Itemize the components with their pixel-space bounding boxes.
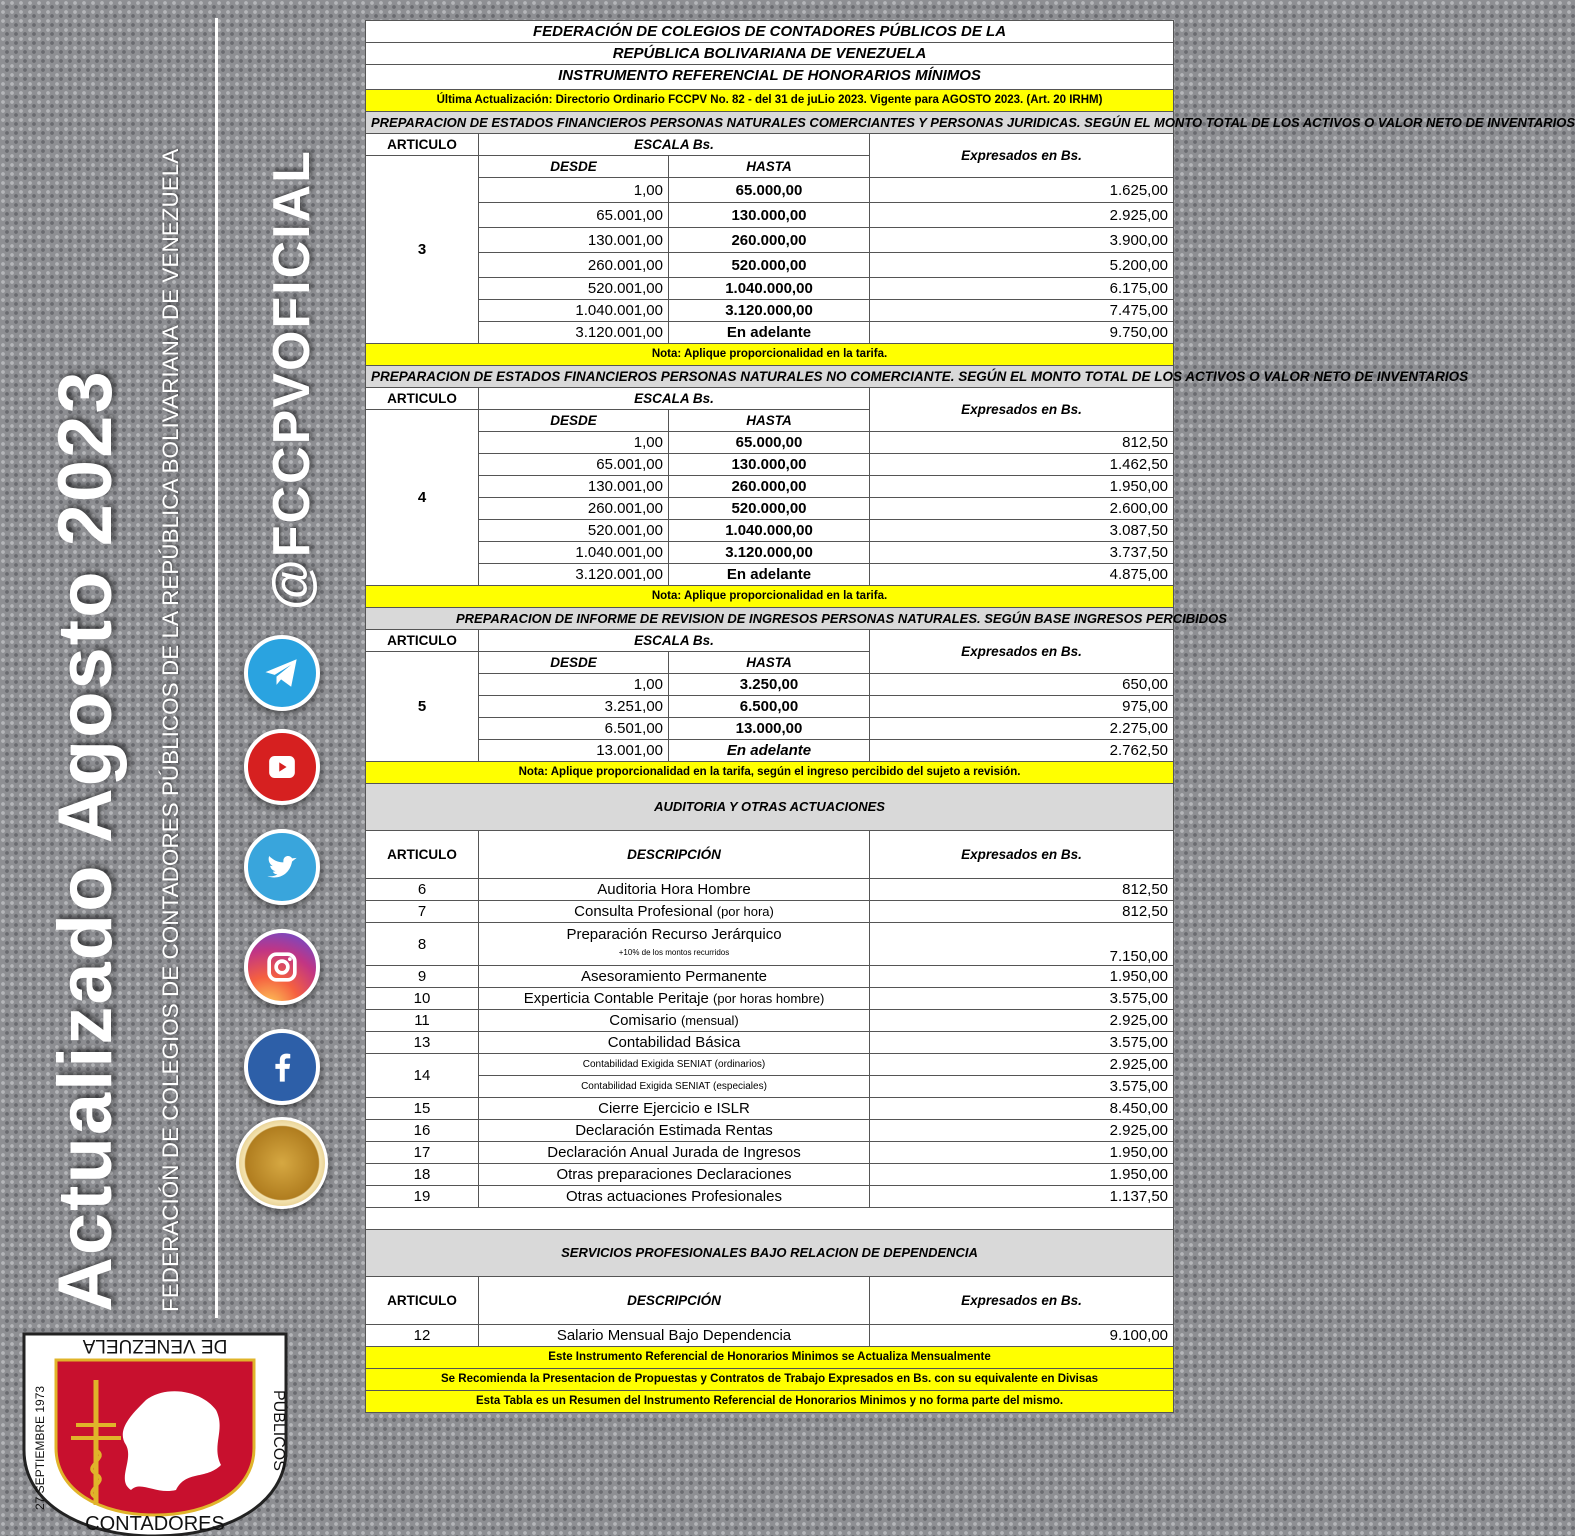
description-cell <box>479 1032 870 1054</box>
section-title-row <box>366 1230 1174 1277</box>
hasta-cell: 260.000,00 <box>669 228 870 253</box>
desde-cell: 3.120.001,00 <box>479 564 669 586</box>
footer-note-3: Esta Tabla es un Resumen del Instrumento Referencial de Honorarios Minimos y no forma parte del mismo. <box>366 1391 1174 1413</box>
description-text: Experticia Contable Peritaje <box>523 990 709 1007</box>
description-cell: Contabilidad Exigida SENIAT (especiales) <box>479 1076 870 1098</box>
spacer-cell <box>366 1208 1174 1230</box>
amount-cell: 5.200,00 <box>870 253 1174 278</box>
amount-cell: 1.950,00 <box>870 1142 1174 1164</box>
article-cell: 8 <box>366 923 479 966</box>
table-row <box>366 476 1174 498</box>
amount-cell: 3.575,00 <box>870 1032 1174 1054</box>
expresados-header: Expresados en Bs. <box>870 134 1174 178</box>
table-row <box>366 454 1174 476</box>
emblem-top-text: DE VENEZUELA <box>82 1335 228 1356</box>
header-line-2: REPÚBLICA BOLIVARIANA DE VENEZUELA <box>366 43 1174 65</box>
description-text: Preparación Recurso Jerárquico <box>566 926 782 943</box>
amount-cell: 3.575,00 <box>870 1076 1174 1098</box>
table-row <box>366 203 1174 228</box>
amount-cell: 975,00 <box>870 696 1174 718</box>
table-row <box>366 1010 1174 1032</box>
articulo-header: ARTICULO <box>366 134 479 156</box>
section-title-row <box>366 784 1174 831</box>
emblem-bottom-text: CONTADORES <box>85 1513 225 1535</box>
update-banner: Última Actualización: Directorio Ordinario FCCPV No. 82 - del 31 de juLio 2023. Vigente para AGOSTO 2023. (Art. 20 IRHM) <box>366 90 1174 112</box>
description-text: Declaración Estimada Rentas <box>575 1122 773 1139</box>
table-row <box>366 966 1174 988</box>
desde-cell: 260.001,00 <box>479 253 669 278</box>
desde-cell: 1,00 <box>479 178 669 203</box>
desde-cell: 3.120.001,00 <box>479 322 669 344</box>
amount-cell: 1.950,00 <box>870 966 1174 988</box>
instagram-icon[interactable] <box>244 929 320 1005</box>
desde-cell: 3.251,00 <box>479 696 669 718</box>
facebook-icon[interactable] <box>244 1029 320 1105</box>
note-row <box>366 344 1174 366</box>
description-cell <box>479 1186 870 1208</box>
description-note: (por horas hombre) <box>713 991 825 1006</box>
hasta-cell: 65.000,00 <box>669 432 870 454</box>
emblem-right-text: PÚBLICOS <box>270 1390 287 1471</box>
table-row <box>366 901 1174 923</box>
amount-cell: 2.600,00 <box>870 498 1174 520</box>
description-text: Otras preparaciones Declaraciones <box>556 1166 792 1183</box>
footer-row <box>366 1347 1174 1369</box>
table-row <box>366 228 1174 253</box>
twitter-icon[interactable] <box>244 829 320 905</box>
table-row <box>366 300 1174 322</box>
table-row <box>366 988 1174 1010</box>
table-row <box>366 253 1174 278</box>
column-header-row <box>366 134 1174 156</box>
amount-cell: 2.925,00 <box>870 1120 1174 1142</box>
vertical-title: Actualizado Agosto 2023 <box>43 369 128 1312</box>
hasta-cell: 13.000,00 <box>669 718 870 740</box>
hasta-cell: 3.120.000,00 <box>669 300 870 322</box>
update-banner-row <box>366 90 1174 112</box>
hasta-cell: 3.250,00 <box>669 674 870 696</box>
amount-cell: 1.462,50 <box>870 454 1174 476</box>
table-row <box>366 542 1174 564</box>
description-text: Cierre Ejercicio e ISLR <box>598 1100 750 1117</box>
escala-header: ESCALA Bs. <box>479 134 870 156</box>
desde-cell: 1,00 <box>479 674 669 696</box>
description-text: Contabilidad Básica <box>607 1034 741 1051</box>
hasta-cell: En adelante <box>669 322 870 344</box>
desde-cell: 65.001,00 <box>479 203 669 228</box>
amount-cell: 812,50 <box>870 879 1174 901</box>
table-row <box>366 1186 1174 1208</box>
dependency-title: SERVICIOS PROFESIONALES BAJO RELACION DE DEPENDENCIA <box>366 1230 1174 1277</box>
table-row <box>366 178 1174 203</box>
desde-header: DESDE <box>479 156 669 178</box>
article-cell: 10 <box>366 988 479 1010</box>
amount-cell: 9.100,00 <box>870 1325 1174 1347</box>
articulo-header: ARTICULO <box>366 831 479 879</box>
amount-cell: 2.762,50 <box>870 740 1174 762</box>
note-row <box>366 586 1174 608</box>
section-5-title: PREPARACION DE INFORME DE REVISION DE INGRESOS PERSONAS NATURALES. SEGÚN BASE INGRESOS PERCIBIDOS <box>366 608 1174 630</box>
column-header-row <box>366 831 1174 879</box>
description-text: Asesoramiento Permanente <box>581 968 767 985</box>
hasta-cell: 6.500,00 <box>669 696 870 718</box>
desde-cell: 520.001,00 <box>479 520 669 542</box>
federation-seal-icon <box>236 1117 328 1209</box>
escala-header: ESCALA Bs. <box>479 630 870 652</box>
section-title-row <box>366 608 1174 630</box>
table-row <box>366 1076 1174 1098</box>
section-3-note: Nota: Aplique proporcionalidad en la tarifa. <box>366 344 1174 366</box>
amount-cell: 650,00 <box>870 674 1174 696</box>
header-row <box>366 21 1174 43</box>
table-row <box>366 1325 1174 1347</box>
description-cell <box>479 1142 870 1164</box>
colegio-emblem-logo <box>16 1330 294 1536</box>
article-cell: 9 <box>366 966 479 988</box>
articulo-header: ARTICULO <box>366 388 479 410</box>
descripcion-header: DESCRIPCIÓN <box>479 1277 870 1325</box>
article-cell: 16 <box>366 1120 479 1142</box>
desde-cell: 65.001,00 <box>479 454 669 476</box>
amount-cell: 3.087,50 <box>870 520 1174 542</box>
article-cell: 15 <box>366 1098 479 1120</box>
table-row <box>366 923 1174 966</box>
telegram-icon[interactable] <box>244 635 320 711</box>
description-cell <box>479 1010 870 1032</box>
youtube-icon[interactable] <box>244 729 320 805</box>
hasta-cell: 1.040.000,00 <box>669 520 870 542</box>
table-row <box>366 1054 1174 1076</box>
hasta-cell: 1.040.000,00 <box>669 278 870 300</box>
table-row <box>366 432 1174 454</box>
table-row <box>366 322 1174 344</box>
article-number: 3 <box>366 156 479 344</box>
description-note: (mensual) <box>680 1013 739 1028</box>
table-row <box>366 740 1174 762</box>
article-cell: 11 <box>366 1010 479 1032</box>
footer-row <box>366 1391 1174 1413</box>
emblem-left-text: 27 SEPTIEMBRE 1973 <box>33 1385 47 1510</box>
amount-cell: 2.925,00 <box>870 1054 1174 1076</box>
descripcion-header: DESCRIPCIÓN <box>479 831 870 879</box>
vertical-divider <box>215 18 218 1318</box>
desde-cell: 520.001,00 <box>479 278 669 300</box>
description-text: Auditoria Hora Hombre <box>597 881 751 898</box>
description-cell <box>479 1164 870 1186</box>
amount-cell: 812,50 <box>870 901 1174 923</box>
expresados-header: Expresados en Bs. <box>870 388 1174 432</box>
amount-cell: 7.150,00 <box>870 923 1174 966</box>
article-cell: 12 <box>366 1325 479 1347</box>
table-row <box>366 696 1174 718</box>
table-row <box>366 498 1174 520</box>
amount-cell: 6.175,00 <box>870 278 1174 300</box>
hasta-cell: 130.000,00 <box>669 454 870 476</box>
hasta-cell: 260.000,00 <box>669 476 870 498</box>
desde-cell: 260.001,00 <box>479 498 669 520</box>
table-row <box>366 1098 1174 1120</box>
description-text: Consulta Profesional <box>574 903 713 920</box>
table-row <box>366 1032 1174 1054</box>
audit-title: AUDITORIA Y OTRAS ACTUACIONES <box>366 784 1174 831</box>
description-cell <box>479 1098 870 1120</box>
header-row <box>366 65 1174 90</box>
amount-cell: 1.950,00 <box>870 476 1174 498</box>
column-header-row <box>366 388 1174 410</box>
description-cell <box>479 1120 870 1142</box>
article-cell: 6 <box>366 879 479 901</box>
table-row <box>366 674 1174 696</box>
description-cell: Salario Mensual Bajo Dependencia <box>479 1325 870 1347</box>
header-line-1: FEDERACIÓN DE COLEGIOS DE CONTADORES PÚBLICOS DE LA <box>366 21 1174 43</box>
table-row <box>366 718 1174 740</box>
description-text: Declaración Anual Jurada de Ingresos <box>547 1144 801 1161</box>
desde-cell: 6.501,00 <box>479 718 669 740</box>
hasta-cell: 520.000,00 <box>669 253 870 278</box>
description-cell: Contabilidad Exigida SENIAT (ordinarios) <box>479 1054 870 1076</box>
article-cell: 17 <box>366 1142 479 1164</box>
description-text: Otras actuaciones Profesionales <box>566 1188 782 1205</box>
table-row <box>366 564 1174 586</box>
amount-cell: 3.737,50 <box>870 542 1174 564</box>
article-number: 4 <box>366 410 479 586</box>
article-number: 5 <box>366 652 479 762</box>
hasta-cell: En adelante <box>669 564 870 586</box>
amount-cell: 1.950,00 <box>870 1164 1174 1186</box>
description-text: Comisario <box>609 1012 677 1029</box>
hasta-cell: 3.120.000,00 <box>669 542 870 564</box>
desde-header: DESDE <box>479 410 669 432</box>
amount-cell: 4.875,00 <box>870 564 1174 586</box>
table-row <box>366 1164 1174 1186</box>
desde-cell: 1,00 <box>479 432 669 454</box>
expresados-header: Expresados en Bs. <box>870 831 1174 879</box>
expresados-header: Expresados en Bs. <box>870 1277 1174 1325</box>
footer-note-1: Este Instrumento Referencial de Honorarios Minimos se Actualiza Mensualmente <box>366 1347 1174 1369</box>
hasta-cell: 520.000,00 <box>669 498 870 520</box>
table-row <box>366 879 1174 901</box>
amount-cell: 8.450,00 <box>870 1098 1174 1120</box>
desde-cell: 1.040.001,00 <box>479 300 669 322</box>
table-row <box>366 1120 1174 1142</box>
amount-cell: 1.625,00 <box>870 178 1174 203</box>
description-cell <box>479 966 870 988</box>
table-row <box>366 1142 1174 1164</box>
column-header-row <box>366 630 1174 652</box>
section-title-row <box>366 112 1174 134</box>
header-row <box>366 43 1174 65</box>
desde-cell: 13.001,00 <box>479 740 669 762</box>
expresados-header: Expresados en Bs. <box>870 630 1174 674</box>
spacer-row <box>366 1208 1174 1230</box>
amount-cell: 9.750,00 <box>870 322 1174 344</box>
desde-cell: 1.040.001,00 <box>479 542 669 564</box>
section-title-row <box>366 366 1174 388</box>
description-note: (por hora) <box>716 904 774 919</box>
articulo-header: ARTICULO <box>366 630 479 652</box>
article-cell: 13 <box>366 1032 479 1054</box>
article-cell: 19 <box>366 1186 479 1208</box>
article-cell: 7 <box>366 901 479 923</box>
article-cell: 14 <box>366 1054 479 1098</box>
desde-cell: 130.001,00 <box>479 476 669 498</box>
articulo-header: ARTICULO <box>366 1277 479 1325</box>
hasta-header: HASTA <box>669 156 870 178</box>
vertical-federation-name: FEDERACIÓN DE COLEGIOS DE CONTADORES PÚBLICOS DE LA REPÚBLICA BOLIVARIANA DE VENEZUELA <box>158 148 183 1312</box>
footer-row <box>366 1369 1174 1391</box>
amount-cell: 2.275,00 <box>870 718 1174 740</box>
header-line-3: INSTRUMENTO REFERENCIAL DE HONORARIOS MÍNIMOS <box>366 65 1174 90</box>
hasta-header: HASTA <box>669 652 870 674</box>
hasta-header: HASTA <box>669 410 870 432</box>
description-cell <box>479 923 870 966</box>
column-header-row <box>366 1277 1174 1325</box>
hasta-cell: 130.000,00 <box>669 203 870 228</box>
description-cell <box>479 901 870 923</box>
amount-cell: 3.900,00 <box>870 228 1174 253</box>
desde-cell: 130.001,00 <box>479 228 669 253</box>
section-3-title: PREPARACION DE ESTADOS FINANCIEROS PERSONAS NATURALES COMERCIANTES Y PERSONAS JURIDICAS. SEGÚN EL MONTO TOTAL DE LOS ACTIVOS O VALOR NETO DE INVENTARIOS <box>366 112 1174 134</box>
article-cell: 18 <box>366 1164 479 1186</box>
note-row <box>366 762 1174 784</box>
amount-cell: 2.925,00 <box>870 203 1174 228</box>
escala-header: ESCALA Bs. <box>479 388 870 410</box>
fee-schedule-table <box>365 20 1575 1413</box>
amount-cell: 3.575,00 <box>870 988 1174 1010</box>
section-5-note: Nota: Aplique proporcionalidad en la tarifa, según el ingreso percibido del sujeto a revisión. <box>366 762 1174 784</box>
table-row <box>366 520 1174 542</box>
description-note: +10% de los montos recurridos <box>618 948 730 957</box>
footer-note-2: Se Recomienda la Presentacion de Propuestas y Contratos de Trabajo Expresados en Bs. con su equivalente en Divisas <box>366 1369 1174 1391</box>
amount-cell: 1.137,50 <box>870 1186 1174 1208</box>
amount-cell: 2.925,00 <box>870 1010 1174 1032</box>
section-4-note: Nota: Aplique proporcionalidad en la tarifa. <box>366 586 1174 608</box>
amount-cell: 812,50 <box>870 432 1174 454</box>
table-row <box>366 278 1174 300</box>
hasta-cell: En adelante <box>669 740 870 762</box>
description-cell <box>479 988 870 1010</box>
desde-header: DESDE <box>479 652 669 674</box>
vertical-social-handle: @FCCPVOFICIAL <box>263 149 321 610</box>
description-cell <box>479 879 870 901</box>
section-4-title: PREPARACION DE ESTADOS FINANCIEROS PERSONAS NATURALES NO COMERCIANTE. SEGÚN EL MONTO TOTAL DE LOS ACTIVOS O VALOR NETO DE INVENTARIOS <box>366 366 1174 388</box>
hasta-cell: 65.000,00 <box>669 178 870 203</box>
amount-cell: 7.475,00 <box>870 300 1174 322</box>
